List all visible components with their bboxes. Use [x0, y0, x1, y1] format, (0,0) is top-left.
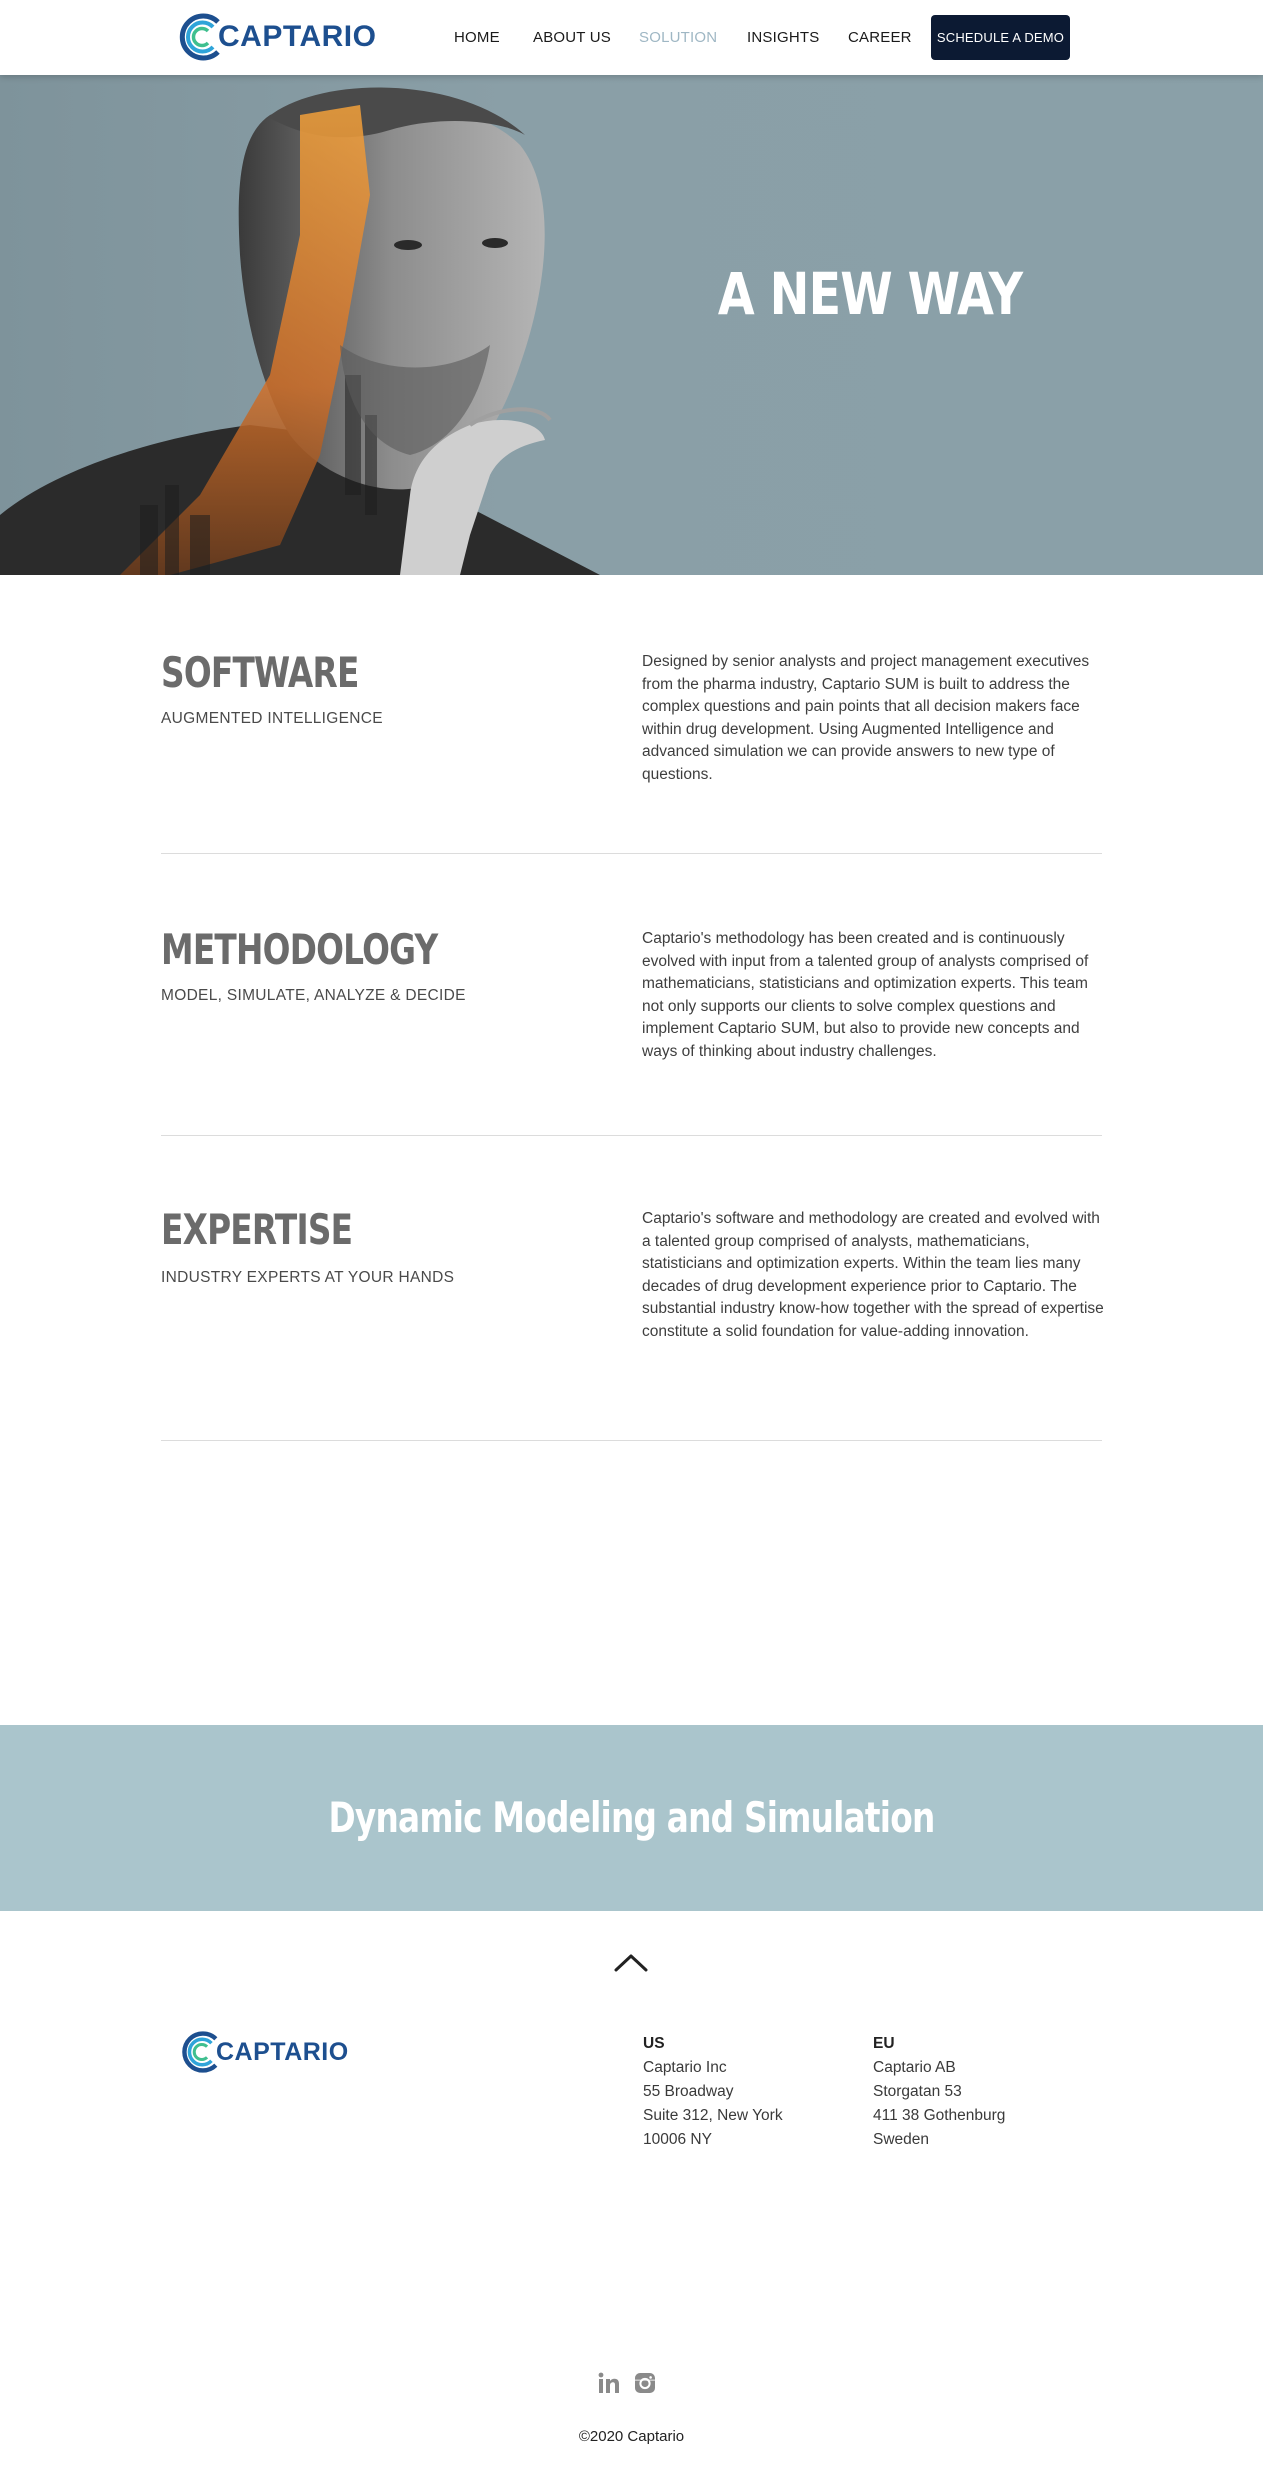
hero-title: A NEW WAY — [717, 260, 1023, 328]
section-subtitle: MODEL, SIMULATE, ANALYZE & DECIDE — [161, 987, 466, 1004]
address-line: Sweden — [873, 2131, 930, 2148]
footer-address-eu — [873, 2032, 1005, 2152]
banner-title: Dynamic Modeling and Simulation — [328, 1793, 935, 1842]
instagram-icon[interactable] — [634, 2372, 656, 2394]
footer-logo[interactable] — [180, 2030, 349, 2074]
address-line: 411 38 Gothenburg — [873, 2107, 1006, 2124]
brand-name: CAPTARIO — [218, 20, 377, 53]
copyright-text: ©2020 Captario — [578, 2428, 685, 2445]
address-line: Storgatan 53 — [873, 2083, 962, 2100]
section-expertise — [161, 1205, 1102, 1375]
section-body: Captario's software and methodology are created and evolved with a talented group comprised of analysts, mathematicians, statisticians and optimization experts. Within the team lies many decades of drug development experience prior to Captario. The substantial industry know-how together with the spread of expertise constitute a solid foundation for value-adding innovation. — [642, 1210, 1104, 1340]
back-to-top-chevron-up-icon[interactable] — [612, 1950, 650, 1974]
hero-banner — [0, 75, 1263, 575]
section-title: EXPERTISE — [161, 1205, 353, 1254]
nav-insights[interactable]: INSIGHTS — [747, 29, 820, 46]
address-line: Suite 312, New York — [643, 2107, 783, 2124]
section-body: Designed by senior analysts and project management executives from the pharma industry, Captario SUM is built to address the complex questions and pain points that all decision makers face within drug development. Using Augmented Intelligence and advanced simulation we can provide answers to new type of questions. — [642, 653, 1090, 783]
brand-name: CAPTARIO — [216, 2037, 349, 2066]
section-subtitle: INDUSTRY EXPERTS AT YOUR HANDS — [161, 1269, 455, 1286]
nav-solution[interactable]: SOLUTION — [639, 29, 718, 46]
nav-about-us[interactable]: ABOUT US — [533, 29, 612, 46]
dynamic-modeling-banner — [0, 1725, 1263, 1911]
section-software — [161, 648, 1102, 798]
hero-portrait-image — [0, 75, 700, 575]
schedule-demo-button[interactable]: SCHEDULE A DEMO — [931, 15, 1070, 60]
section-title: METHODOLOGY — [161, 925, 438, 974]
address-line: Captario Inc — [643, 2059, 727, 2076]
address-line: 10006 NY — [643, 2131, 712, 2148]
section-divider — [161, 853, 1102, 854]
footer-address-us — [643, 2032, 783, 2152]
site-header — [0, 0, 1263, 75]
address-line: Captario AB — [873, 2059, 956, 2076]
address-region: US — [643, 2035, 665, 2052]
section-methodology — [161, 925, 1102, 1085]
captario-logo-icon — [180, 2030, 220, 2074]
nav-home[interactable]: HOME — [454, 29, 500, 46]
main-nav — [0, 0, 1263, 75]
section-title: SOFTWARE — [161, 648, 359, 697]
nav-career[interactable]: CAREER — [848, 29, 912, 46]
linkedin-icon[interactable] — [598, 2372, 620, 2394]
address-region: EU — [873, 2035, 895, 2052]
address-line: 55 Broadway — [643, 2083, 734, 2100]
section-divider — [161, 1440, 1102, 1441]
section-divider — [161, 1135, 1102, 1136]
section-subtitle: AUGMENTED INTELLIGENCE — [161, 710, 383, 727]
section-body: Captario's methodology has been created and is continuously evolved with input from a talented group of analysts comprised of mathematicians, statisticians and optimization experts. This team not only supports our clients to solve complex questions and implement Captario SUM, but also to provide new concepts and ways of thinking about industry challenges. — [642, 930, 1089, 1060]
